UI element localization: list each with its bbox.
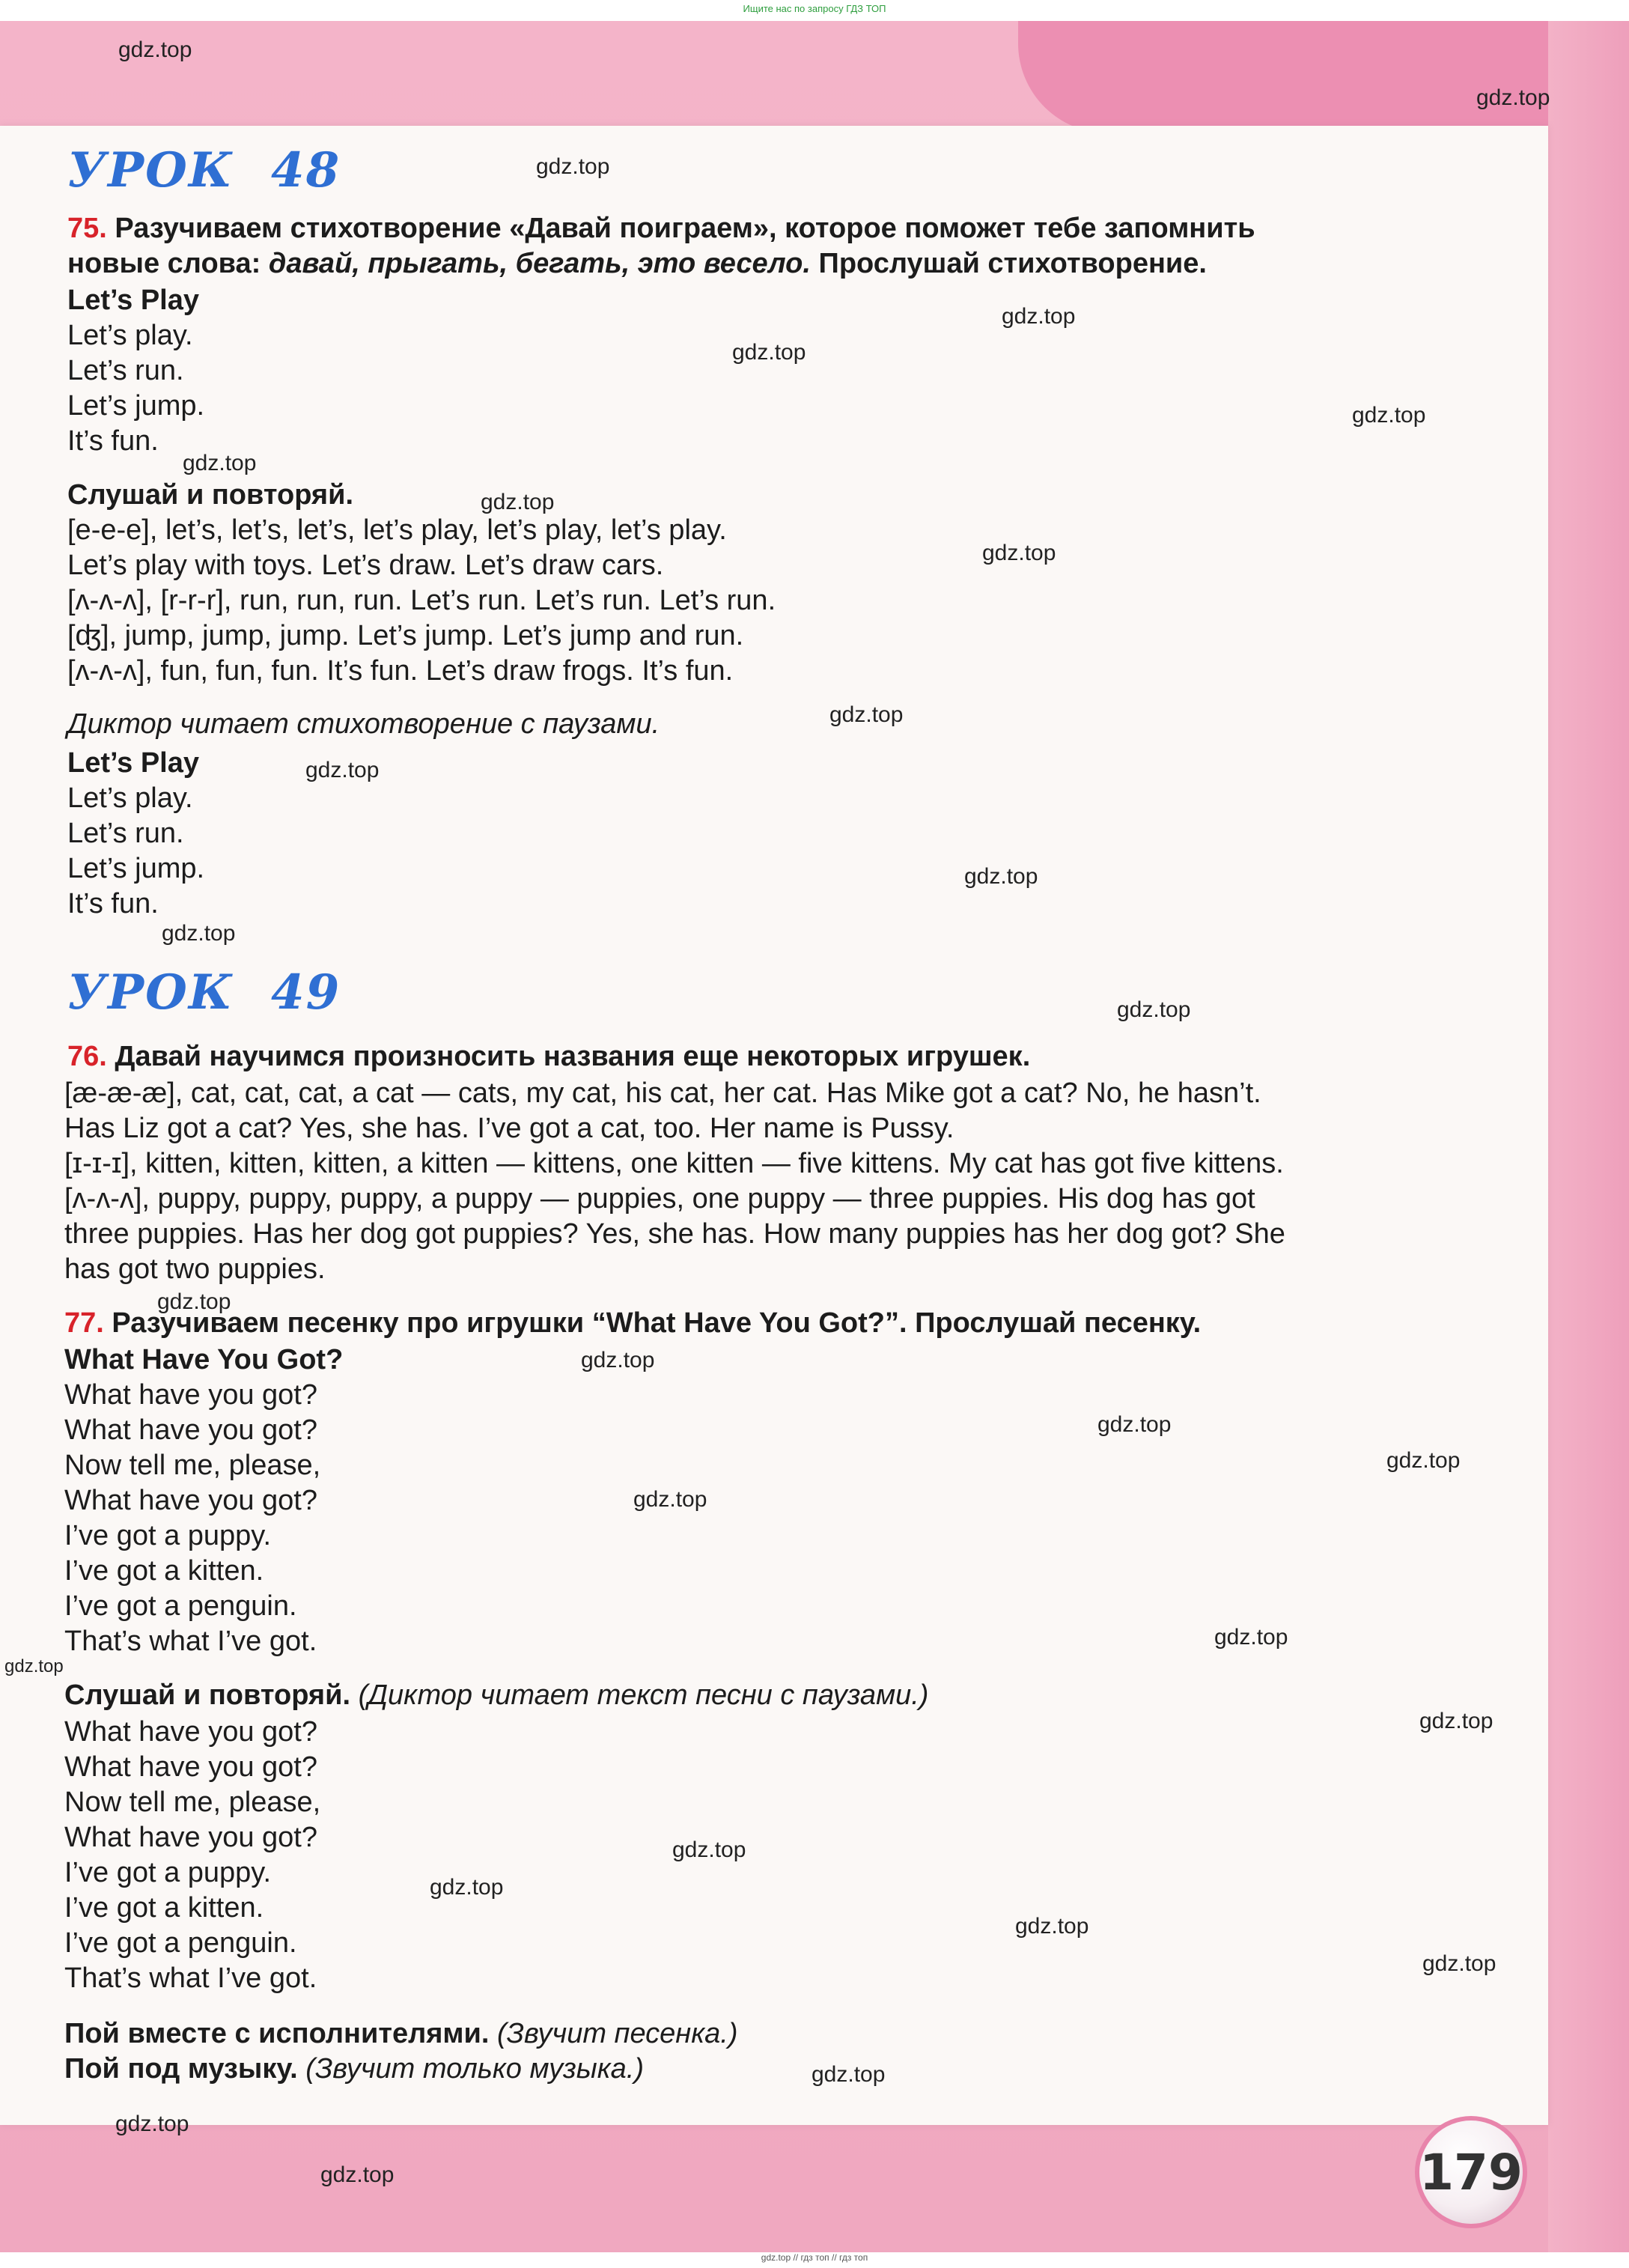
song-line: I’ve got a kitten. bbox=[64, 1555, 264, 1587]
poem-line: Let’s play. bbox=[67, 320, 193, 351]
song-line: Now tell me, please, bbox=[64, 1450, 321, 1481]
lesson-48-heading: УРОК 48 bbox=[67, 142, 341, 198]
watermark: gdz.top bbox=[633, 1487, 707, 1512]
task-76-line: has got two puppies. bbox=[64, 1253, 326, 1285]
pink-right-margin bbox=[1548, 21, 1629, 2252]
song-line: Now tell me, please, bbox=[64, 1787, 321, 1818]
watermark: gdz.top bbox=[162, 921, 236, 946]
page-number: 179 bbox=[1419, 2143, 1523, 2201]
song-line: I’ve got a penguin. bbox=[64, 1927, 297, 1959]
song-line: What have you got? bbox=[64, 1716, 317, 1748]
watermark: gdz.top bbox=[1422, 1951, 1496, 1976]
poem-title-2: Let’s Play bbox=[67, 747, 200, 779]
song-line: What have you got? bbox=[64, 1485, 317, 1516]
watermark: gdz.top bbox=[536, 154, 610, 179]
show-through-decoration bbox=[1273, 141, 1286, 183]
poem-line: Let’s run. bbox=[67, 355, 184, 386]
sing-along-line: Пой вместе с исполнителями. (Звучит песенка.) bbox=[64, 2018, 738, 2049]
announcer-note: Диктор читает стихотворение с паузами. bbox=[67, 708, 660, 740]
song-line: What have you got? bbox=[64, 1751, 317, 1783]
watermark: gdz.top bbox=[1117, 997, 1191, 1022]
watermark: gdz.top bbox=[1352, 403, 1426, 428]
top-note: Ищите нас по запросу ГДЗ ТОП bbox=[743, 3, 886, 14]
watermark: gdz.top bbox=[1015, 1914, 1089, 1939]
watermark: gdz.top bbox=[581, 1348, 655, 1372]
watermark: gdz.top bbox=[1214, 1625, 1288, 1650]
song-line: What have you got? bbox=[64, 1379, 317, 1411]
song-line: That’s what I’ve got. bbox=[64, 1963, 317, 1994]
song-title: What Have You Got? bbox=[64, 1344, 344, 1375]
watermark: gdz.top bbox=[812, 2062, 886, 2087]
pink-corner-tab bbox=[1018, 21, 1629, 133]
poem-title: Let’s Play bbox=[67, 285, 200, 316]
song-line: I’ve got a penguin. bbox=[64, 1590, 297, 1622]
listen-repeat-song: Слушай и повторяй. (Диктор читает текст песни с паузами.) bbox=[64, 1679, 929, 1711]
watermark: gdz.top bbox=[115, 2112, 189, 2136]
page-number-badge bbox=[1415, 2116, 1527, 2228]
watermark: gdz.top bbox=[430, 1875, 504, 1900]
song-line: I’ve got a puppy. bbox=[64, 1520, 272, 1551]
poem-line: Let’s jump. bbox=[67, 390, 205, 422]
watermark: gdz.top bbox=[481, 490, 555, 514]
book-page bbox=[0, 126, 1548, 2125]
song-line: That’s what I’ve got. bbox=[64, 1626, 317, 1657]
lesson-49-heading: УРОК 49 bbox=[67, 964, 341, 1021]
phonetic-line: [ʤ], jump, jump, jump. Let’s jump. Let’s jump and run. bbox=[67, 620, 744, 651]
watermark: gdz.top bbox=[964, 864, 1038, 889]
watermark: gdz.top bbox=[1097, 1412, 1172, 1437]
watermark: gdz.top bbox=[1419, 1709, 1493, 1733]
watermark: gdz.top bbox=[672, 1837, 746, 1862]
song-line: What have you got? bbox=[64, 1414, 317, 1446]
song-line: I’ve got a kitten. bbox=[64, 1892, 264, 1924]
watermark: gdz.top bbox=[1002, 304, 1076, 329]
watermark: gdz.top bbox=[118, 37, 192, 62]
phonetic-line: [ʌ-ʌ-ʌ], [r-r-r], run, run, run. Let’s run. Let’s run. Let’s run. bbox=[67, 585, 776, 616]
poem-line: It’s fun. bbox=[67, 888, 159, 919]
task-77-heading: 77. Разучиваем песенку про игрушки “What Have You Got?”. Прослушай песенку. bbox=[64, 1307, 1202, 1339]
task-76-line: [ʌ-ʌ-ʌ], puppy, puppy, puppy, a puppy — puppies, one puppy — three puppies. His dog has got bbox=[64, 1183, 1255, 1214]
task-75-heading: 75. Разучиваем стихотворение «Давай поиграем», которое поможет тебе запомнить bbox=[67, 213, 1255, 244]
song-line: What have you got? bbox=[64, 1822, 317, 1853]
poem-line: Let’s play. bbox=[67, 782, 193, 814]
watermark: gdz.top bbox=[157, 1289, 231, 1314]
song-line: I’ve got a puppy. bbox=[64, 1857, 272, 1888]
listen-repeat-heading: Слушай и повторяй. bbox=[67, 479, 354, 511]
task-76-line: Has Liz got a cat? Yes, she has. I’ve got a cat, too. Her name is Pussy. bbox=[64, 1113, 954, 1144]
watermark: gdz.top bbox=[320, 2162, 395, 2187]
watermark: gdz.top bbox=[305, 758, 380, 782]
task-76-line: [ɪ-ɪ-ɪ], kitten, kitten, kitten, a kitten — kittens, one kitten — five kittens. My cat has got five kittens. bbox=[64, 1148, 1284, 1179]
sing-music-line: Пой под музыку. (Звучит только музыка.) bbox=[64, 2053, 644, 2085]
poem-line: It’s fun. bbox=[67, 425, 159, 457]
watermark: gdz.top bbox=[1476, 85, 1550, 110]
task-76-line: [æ-æ-æ], cat, cat, cat, a cat — cats, my cat, his cat, her cat. Has Mike got a cat? No, he hasn’t. bbox=[64, 1077, 1261, 1109]
watermark: gdz.top bbox=[732, 340, 806, 365]
watermark: gdz.top bbox=[1386, 1448, 1461, 1473]
task-75-heading-line2: новые слова: давай, прыгать, бегать, это весело. Прослушай стихотворение. bbox=[67, 248, 1207, 279]
poem-line: Let’s jump. bbox=[67, 853, 205, 884]
phonetic-line: [ʌ-ʌ-ʌ], fun, fun, fun. It’s fun. Let’s draw frogs. It’s fun. bbox=[67, 655, 734, 687]
watermark: gdz.top bbox=[183, 451, 257, 475]
phonetic-line: [e-e-e], let’s, let’s, let’s, let’s play, let’s play, let’s play. bbox=[67, 514, 727, 546]
watermark: gdz.top bbox=[829, 702, 904, 727]
poem-line: Let’s run. bbox=[67, 818, 184, 849]
task-76-heading: 76. Давай научимся произносить названия еще некоторых игрушек. bbox=[67, 1041, 1031, 1072]
task-76-line: three puppies. Has her dog got puppies? Yes, she has. How many puppies has her dog got? She bbox=[64, 1218, 1285, 1250]
watermark: gdz.top bbox=[4, 1656, 64, 1676]
bottom-note: gdz.top // гдз топ // гдз топ bbox=[761, 2252, 868, 2263]
watermark: gdz.top bbox=[982, 541, 1056, 565]
phonetic-line: Let’s play with toys. Let’s draw. Let’s draw cars. bbox=[67, 550, 664, 581]
